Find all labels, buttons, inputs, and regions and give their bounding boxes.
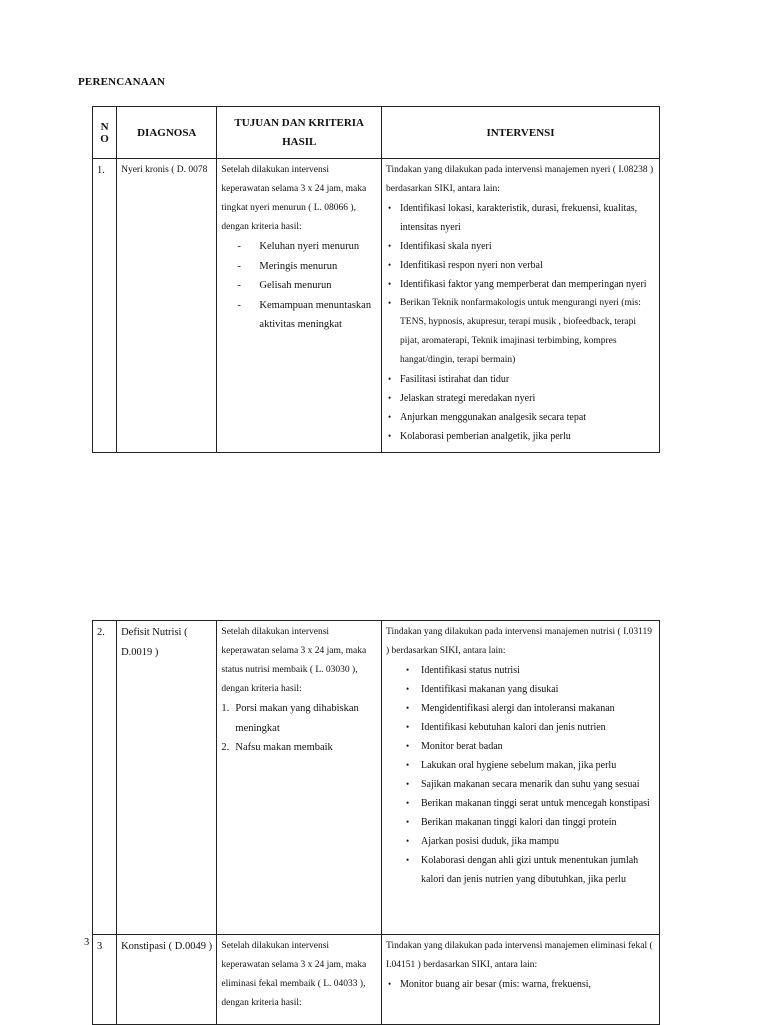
row-tujuan (217, 935, 382, 1025)
intervensi-list (386, 661, 657, 889)
list-item: • Fasilitasi istirahat dan tidur (386, 370, 657, 389)
stray-row-number: 3 (84, 937, 90, 948)
list-item: • Monitor buang air besar (mis: warna, frekuensi, (386, 975, 657, 994)
row-no: 1. (93, 159, 117, 453)
list-item: • Mengidentifikasi alergi dan intoleransi makanan (386, 699, 657, 718)
list-item-text: Porsi makan yang dihabiskan meningkat (235, 703, 359, 734)
list-item: • Identifikasi makanan yang disukai (386, 680, 657, 699)
header-no-line2: O (100, 132, 109, 145)
row-intervensi (382, 621, 660, 935)
header-intervensi: INTERVENSI (382, 107, 660, 159)
tujuan-list (221, 237, 379, 335)
header-tujuan-line1: TUJUAN DAN KRITERIA (234, 116, 364, 129)
row-intervensi (382, 935, 660, 1025)
row-no: 2. (93, 621, 117, 935)
list-item: • Identifikasi skala nyeri (386, 237, 657, 256)
header-tujuan-line2: HASIL (282, 135, 317, 148)
list-item: - Meringis menurun (237, 257, 379, 277)
tujuan-intro: Setelah dilakukan intervensi keperawatan selama 3 x 24 jam, maka eliminasi fekal membaik ( L. 04033 ), dengan kriteria hasil: (221, 941, 367, 1008)
table-row (93, 935, 660, 1025)
list-item: • Lakukan oral hygiene sebelum makan, jika perlu (386, 756, 657, 775)
planning-table-2 (92, 620, 660, 1025)
row-no: 3 (93, 935, 117, 1025)
list-item-text: Nafsu makan membaik (235, 742, 333, 753)
list-item: • Identifikasi faktor yang memperberat dan memperingan nyeri (386, 275, 657, 294)
list-item: 1. Porsi makan yang dihabiskan meningkat (221, 703, 359, 734)
list-item: • Monitor berat badan (386, 737, 657, 756)
planning-table-1 (92, 106, 660, 453)
intervensi-intro: Tindakan yang dilakukan pada intervensi manajemen nyeri ( I.08238 ) berdasarkan SIKI, antara lain: (386, 165, 654, 194)
list-item: • Kolaborasi dengan ahli gizi untuk menentukan jumlah kalori dan jenis nutrien yang dibutuhkan, jika perlu (386, 851, 657, 889)
list-item: • Anjurkan menggunakan analgesik secara tepat (386, 408, 657, 427)
list-item: • Jelaskan strategi meredakan nyeri (386, 389, 657, 408)
header-tujuan (217, 107, 382, 159)
intervensi-intro: Tindakan yang dilakukan pada intervensi manajemen nutrisi ( I.03119 ) berdasarkan SIKI, antara lain: (386, 627, 653, 656)
tujuan-intro: Setelah dilakukan intervensi keperawatan selama 3 x 24 jam, maka status nutrisi membaik ( L. 03030 ), dengan kriteria hasil: (221, 627, 367, 694)
table-row (93, 159, 660, 453)
list-item: 2. Nafsu makan membaik (221, 742, 333, 753)
table-row (93, 621, 660, 935)
row-tujuan (217, 159, 382, 453)
list-item: • Berikan makanan tinggi kalori dan tinggi protein (386, 813, 657, 832)
list-item: - Gelisah menurun (237, 276, 379, 296)
row-diagnosa: Nyeri kronis ( D. 0078 (117, 159, 217, 453)
table-header-row (93, 107, 660, 159)
list-item: • Berikan Teknik nonfarmakologis untuk mengurangi nyeri (mis: TENS, hypnosis, akupresur, terapi musik , biofeedback, terapi pijat, aromaterapi, Teknik imajinasi terbimbing, kompres hangat/dingin, terapi bermain) (386, 294, 657, 370)
list-item: • Identifikasi status nutrisi (386, 661, 657, 680)
list-item: - Kemampuan menuntaskan aktivitas meningkat (237, 296, 379, 335)
list-item: • Berikan makanan tinggi serat untuk mencegah konstipasi (386, 794, 657, 813)
row-intervensi (382, 159, 660, 453)
list-item: • Idenfitikasi respon nyeri non verbal (386, 256, 657, 275)
row-diagnosa: Konstipasi ( D.0049 ) (117, 935, 217, 1025)
list-item: • Sajikan makanan secara menarik dan suhu yang sesuai (386, 775, 657, 794)
list-item: - Keluhan nyeri menurun (237, 237, 379, 257)
list-item: • Identifikasi kebutuhan kalori dan jenis nutrien (386, 718, 657, 737)
tujuan-list (221, 699, 379, 758)
page-title: PERENCANAAN (78, 76, 166, 88)
tujuan-intro: Setelah dilakukan intervensi keperawatan selama 3 x 24 jam, maka tingkat nyeri menurun ( L. 08066 ), dengan kriteria hasil: (221, 165, 367, 232)
intervensi-list (386, 199, 657, 446)
intervensi-list (386, 975, 657, 994)
list-item: • Identifikasi lokasi, karakteristik, durasi, frekuensi, kualitas, intensitas nyeri (386, 199, 657, 237)
header-no (93, 107, 117, 159)
intervensi-intro: Tindakan yang dilakukan pada intervensi manajemen eliminasi fekal ( I.04151 ) berdasarkan SIKI, antara lain: (386, 941, 653, 970)
header-diagnosa: DIAGNOSA (117, 107, 217, 159)
list-item: • Ajarkan posisi duduk, jika mampu (386, 832, 657, 851)
header-no-line1: N (100, 120, 109, 133)
list-item: • Kolaborasi pemberian analgetik, jika perlu (386, 427, 657, 446)
row-diagnosa: Defisit Nutrisi ( D.0019 ) (117, 621, 217, 935)
row-tujuan (217, 621, 382, 935)
